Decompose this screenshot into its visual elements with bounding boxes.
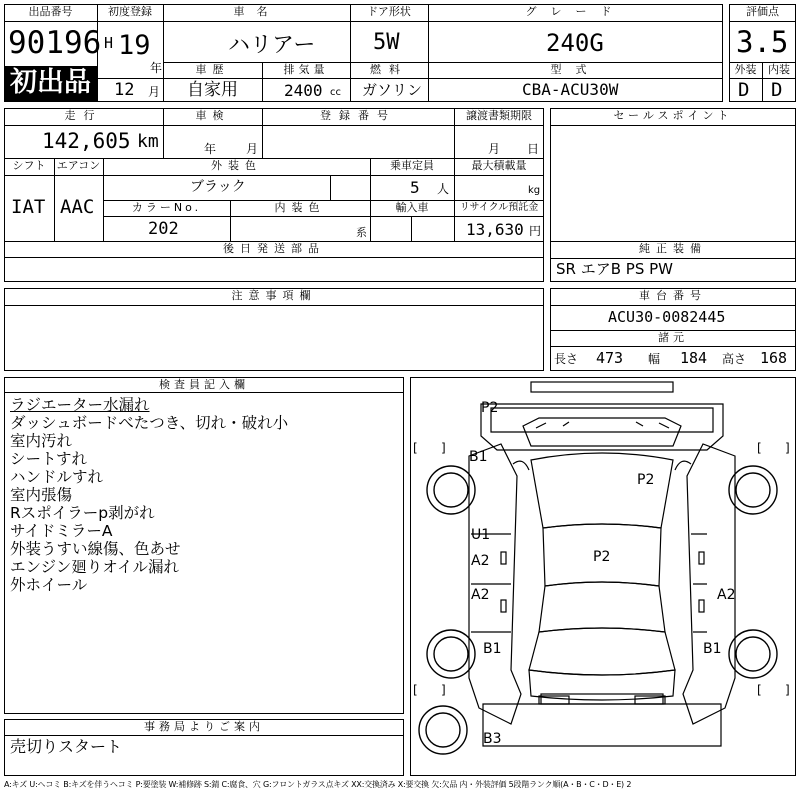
capacity: 5 — [410, 178, 420, 197]
reg-no-label: 登録番号 — [320, 109, 396, 122]
office-message: 売切りスタート — [10, 737, 123, 756]
width-label: 幅 — [648, 352, 661, 366]
transfer-day-unit: 日 — [527, 142, 540, 156]
mark-front-left-fender: B1 — [469, 449, 488, 465]
bracket-right-bottom-close: ] — [785, 683, 790, 697]
mileage: 142,605 — [42, 129, 131, 153]
remark-item: エンジン廻りオイル漏れ — [10, 558, 179, 576]
ext-color-label: 外装色 — [211, 159, 262, 172]
height-label: 高さ — [722, 352, 747, 366]
mark-left-front-door: A2 — [471, 553, 490, 569]
bracket-right-top: [ — [757, 441, 762, 455]
bracket-left-bottom: [ — [413, 683, 418, 697]
dims-label: 諸元 — [658, 331, 688, 344]
grade: 240G — [546, 29, 604, 57]
color-no: 202 — [148, 219, 179, 239]
score-label: 評価点 — [746, 5, 779, 18]
remark-item: ラジエーター水漏れ — [10, 396, 150, 414]
bracket-left-bottom-close: ] — [441, 683, 446, 697]
lot-no: 90196 — [8, 25, 102, 61]
bracket-left-top: [ — [413, 441, 418, 455]
reg-era: H — [104, 34, 114, 52]
first-listing-text: 初出品 — [10, 67, 91, 98]
width: 184 — [680, 349, 708, 367]
ac: AAC — [60, 196, 95, 218]
displacement-label: 排気量 — [283, 63, 329, 76]
model-code-label: 型式 — [550, 63, 601, 76]
inspection-year-unit: 年 — [204, 142, 217, 156]
inspection-month-unit: 月 — [246, 142, 259, 156]
first-reg-label: 初度登録 — [108, 5, 152, 18]
recycle-unit: 円 — [529, 224, 542, 238]
reg-month: 12 — [114, 80, 135, 100]
remark-item: 外ホイール — [10, 576, 88, 594]
ac-label: エアコン — [56, 159, 101, 172]
remark-item: 室内張傷 — [10, 486, 73, 504]
grade-label: グレード — [525, 5, 626, 18]
equipment: SR エアB PS PW — [556, 260, 673, 278]
interior-label: 内装 — [768, 63, 790, 76]
equipment-label: 純正装備 — [639, 242, 707, 255]
history: 自家用 — [187, 80, 238, 100]
mark-roof: P2 — [593, 549, 611, 565]
lot-no-label: 出品番号 — [28, 5, 73, 18]
length-label: 長さ — [554, 352, 579, 366]
bracket-left-top-close: ] — [441, 441, 446, 455]
remark-item: シートすれ — [10, 450, 88, 468]
chassis-label: 車台番号 — [639, 289, 707, 302]
car-name-label: 車名 — [233, 5, 280, 18]
mark-left-front-door-upper: U1 — [471, 527, 491, 543]
exterior-label: 外装 — [734, 63, 757, 76]
model-code: CBA-ACU30W — [522, 80, 619, 99]
remarks-list — [10, 396, 400, 594]
mark-hood: P2 — [637, 472, 655, 488]
sales-points-label: セールスポイント — [613, 109, 733, 122]
max-load-label: 最大積載量 — [471, 159, 527, 172]
score: 3.5 — [736, 25, 789, 59]
office-label: 事務局よりご案内 — [144, 720, 264, 733]
shift-label: シフト — [12, 159, 46, 172]
remark-item: ダッシュボードべたつき、切れ・破れ小 — [10, 414, 289, 432]
color-no-label: カラーNo. — [131, 201, 202, 214]
int-color-unit: 系 — [356, 226, 367, 239]
mark-front-bumper: B3 — [483, 731, 502, 747]
mark-rear-spoiler: P2 — [481, 400, 499, 416]
reg-month-unit: 月 — [148, 85, 161, 99]
capacity-label: 乗車定員 — [390, 159, 434, 172]
fuel: ガソリン — [362, 81, 423, 99]
ext-color: ブラック — [190, 179, 246, 195]
length: 473 — [596, 349, 624, 367]
history-label: 車歴 — [195, 63, 230, 76]
chassis-number: ACU30-0082445 — [608, 308, 726, 326]
transfer-docs-label: 譲渡書類期限 — [466, 109, 532, 122]
mileage-unit: km — [137, 131, 159, 152]
remark-item: ハンドルすれ — [10, 468, 104, 486]
displacement: 2400 — [284, 81, 323, 100]
door-label: ドア形状 — [367, 5, 411, 18]
mark-right-rear-door: A2 — [717, 587, 736, 603]
remark-item: サイドミラーA — [10, 522, 113, 540]
inspection-label: 車検 — [195, 109, 230, 122]
int-color-label: 内装色 — [274, 201, 326, 214]
mark-left-rear-door: A2 — [471, 587, 490, 603]
mileage-label: 走行 — [64, 109, 103, 122]
recycle-label: リサイクル預託金 — [459, 202, 539, 213]
bracket-right-bottom: [ — [757, 683, 762, 697]
interior-grade: D — [771, 79, 783, 101]
capacity-unit: 人 — [437, 182, 450, 196]
mark-left-rear-fender: B1 — [483, 641, 502, 657]
remark-item: Rスポイラーp剥がれ — [10, 504, 155, 522]
car-diagram — [410, 377, 796, 776]
shift: IAT — [11, 196, 46, 218]
car-outline — [411, 378, 794, 774]
remark-item: 外装うすい線傷、色あせ — [10, 540, 181, 558]
mark-right-rear-fender: B1 — [703, 641, 722, 657]
remark-item: 室内汚れ — [10, 432, 73, 450]
recycle-amount: 13,630 — [466, 220, 524, 239]
bracket-right-top-close: ] — [785, 441, 790, 455]
door-type: 5W — [373, 30, 400, 55]
import-label: 輸入車 — [395, 201, 429, 214]
displacement-unit: cc — [330, 87, 341, 98]
height: 168 — [760, 349, 788, 367]
transfer-month-unit: 月 — [488, 142, 501, 156]
inspector-label: 検査員記入欄 — [159, 378, 249, 391]
reg-year: 19 — [118, 30, 151, 61]
exterior-grade: D — [738, 79, 750, 101]
max-load-unit: kg — [528, 185, 541, 196]
car-name: ハリアー — [228, 33, 316, 58]
fuel-label: 燃料 — [370, 63, 408, 76]
later-parts-label: 後日発送部品 — [223, 242, 325, 255]
notes-label: 注意事項欄 — [231, 289, 317, 302]
reg-year-unit: 年 — [150, 61, 163, 75]
legend: A:キズ U:ヘコミ B:キズを伴うヘコミ P:要塗装 W:補修跡 S:錆 C:腐食、穴 G:フロントガラス点キズ XX:交換済み X:要交換 欠:欠品 内・外装評価 5段階ランク順(A・B・C・D・E) 2 — [4, 780, 632, 789]
